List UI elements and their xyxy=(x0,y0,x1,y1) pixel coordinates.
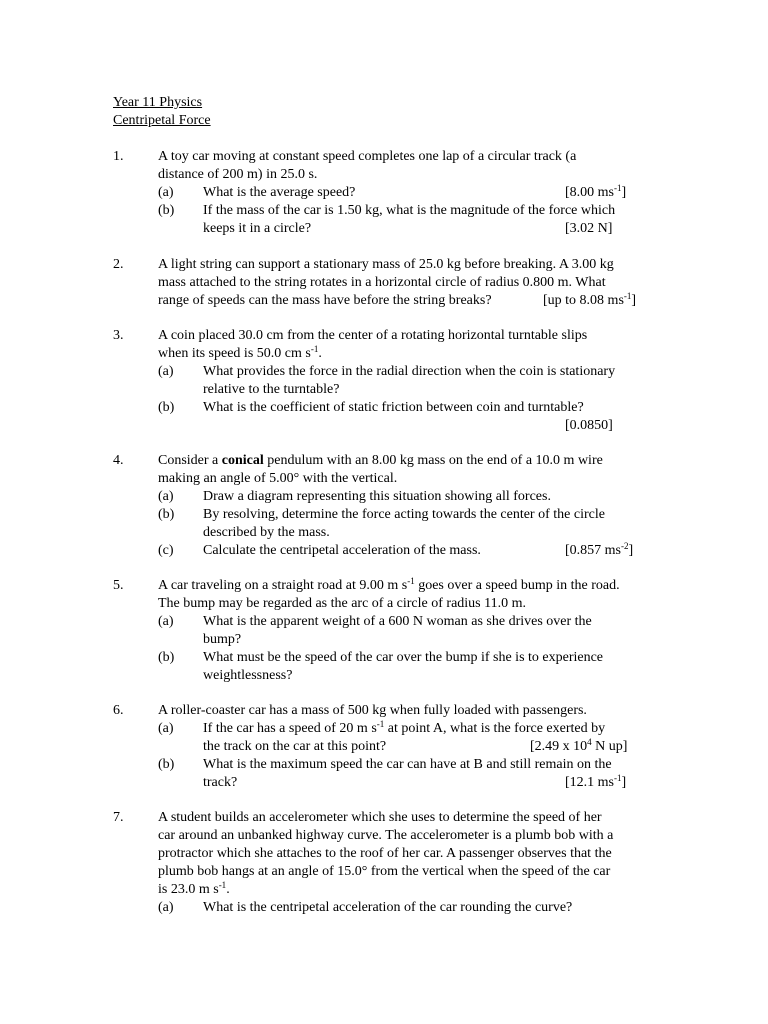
answer: [12.1 $ms^{-1}$] xyxy=(565,773,627,790)
question-text-line: Consider a conical pendulum with an 8.00 kg mass on the end of a 10.0 m wire xyxy=(158,453,603,468)
answer: [up to 8.08 $ms^{-1}$] xyxy=(543,291,637,308)
part-text-line: What is the apparent weight of a 600 N woman as she drives over the xyxy=(203,614,592,629)
part-label: (a) xyxy=(158,721,174,736)
question-text-line: plumb bob hangs at an angle of 15.0° from the vertical when the speed of the car xyxy=(158,864,611,879)
part-text-line: Calculate the centripetal acceleration of the mass. xyxy=(203,543,481,558)
part-text-line: described by the mass. xyxy=(203,525,330,540)
part-text-line: If the mass of the car is 1.50 kg, what is the magnitude of the force which xyxy=(203,203,616,218)
part-label: (b) xyxy=(158,507,175,522)
part-text-line: the track on the car at this point? xyxy=(203,739,387,754)
part-text-line: relative to the turntable? xyxy=(203,382,340,397)
part-label: (b) xyxy=(158,650,175,665)
question-text-line: The bump may be regarded as the arc of a circle of radius 11.0 m. xyxy=(158,596,526,611)
answer: [0.0850] xyxy=(565,418,613,433)
question-number: 4. xyxy=(113,453,124,468)
answer: [0.857 $ms^{-2}$] xyxy=(565,541,634,558)
part-label: (a) xyxy=(158,364,174,379)
part-label: (a) xyxy=(158,185,174,200)
part-text-line: keeps it in a circle? xyxy=(203,221,312,236)
question-text-line: A coin placed 30.0 cm from the center of a rotating horizontal turntable slips xyxy=(158,328,588,343)
part-label: (b) xyxy=(158,757,175,772)
question-number: 3. xyxy=(113,328,124,343)
question-text-line: A student builds an accelerometer which she uses to determine the speed of her xyxy=(158,810,602,825)
part-text-line: By resolving, determine the force acting towards the center of the circle xyxy=(203,507,605,522)
part-text-line: weightlessness? xyxy=(203,668,293,683)
question-text-line: when its speed is 50.0 cm $s^{-1}$. xyxy=(158,344,322,361)
part-text-line: track? xyxy=(203,775,238,790)
part-text-line: If the car has a speed of 20 m $s^{-1}$ at point A, what is the force exerted by xyxy=(203,719,606,736)
part-text-line: Draw a diagram representing this situation showing all forces. xyxy=(203,489,551,504)
question-number: 7. xyxy=(113,810,124,825)
question-number: 2. xyxy=(113,257,124,272)
question-text-line: car around an unbanked highway curve. The accelerometer is a plumb bob with a xyxy=(158,828,614,843)
question-text-line: mass attached to the string rotates in a horizontal circle of radius 0.800 m. What xyxy=(158,275,606,290)
question-text-line: range of speeds can the mass have before the string breaks? xyxy=(158,293,492,308)
part-label: (c) xyxy=(158,543,174,558)
question-text-line: A toy car moving at constant speed completes one lap of a circular track (a xyxy=(158,149,577,164)
question-text-line: protractor which she attaches to the roof of her car. A passenger observes that the xyxy=(158,846,612,861)
part-text-line: What is the centripetal acceleration of the car rounding the curve? xyxy=(203,900,573,915)
part-text-line: bump? xyxy=(203,632,242,647)
question-number: 5. xyxy=(113,578,124,593)
question-text-line: is 23.0 m $s^{-1}$. xyxy=(158,880,230,897)
part-text-line: What is the coefficient of static friction between coin and turntable? xyxy=(203,400,584,415)
part-text-line: What is the maximum speed the car can have at B and still remain on the xyxy=(203,757,612,772)
question-text-line: distance of 200 m) in 25.0 s. xyxy=(158,167,318,182)
part-label: (a) xyxy=(158,614,174,629)
question-text-line: A car traveling on a straight road at 9.00 m $s^{-1}$ goes over a speed bump in the road. xyxy=(158,576,620,593)
part-label: (b) xyxy=(158,203,175,218)
part-text-line: What is the average speed? xyxy=(203,185,356,200)
part-text-line: What must be the speed of the car over the bump if she is to experience xyxy=(203,650,604,665)
question-text-line: A light string can support a stationary mass of 25.0 kg before breaking. A 3.00 kg xyxy=(158,257,614,272)
question-text-line: A roller-coaster car has a mass of 500 kg when fully loaded with passengers. xyxy=(158,703,587,718)
question-text-line: making an angle of 5.00° with the vertical. xyxy=(158,471,398,486)
course-title: Year 11 Physics xyxy=(113,95,203,110)
part-label: (a) xyxy=(158,900,174,915)
answer: [3.02 N] xyxy=(565,221,613,236)
part-label: (a) xyxy=(158,489,174,504)
part-label: (b) xyxy=(158,400,175,415)
question-number: 1. xyxy=(113,149,124,164)
answer: [2.49 x $10^4$ N up] xyxy=(530,737,628,754)
answer: [8.00 $ms^{-1}$] xyxy=(565,183,627,200)
worksheet-title: Centripetal Force xyxy=(113,113,211,128)
part-text-line: What provides the force in the radial direction when the coin is stationary xyxy=(203,364,616,379)
question-number: 6. xyxy=(113,703,124,718)
